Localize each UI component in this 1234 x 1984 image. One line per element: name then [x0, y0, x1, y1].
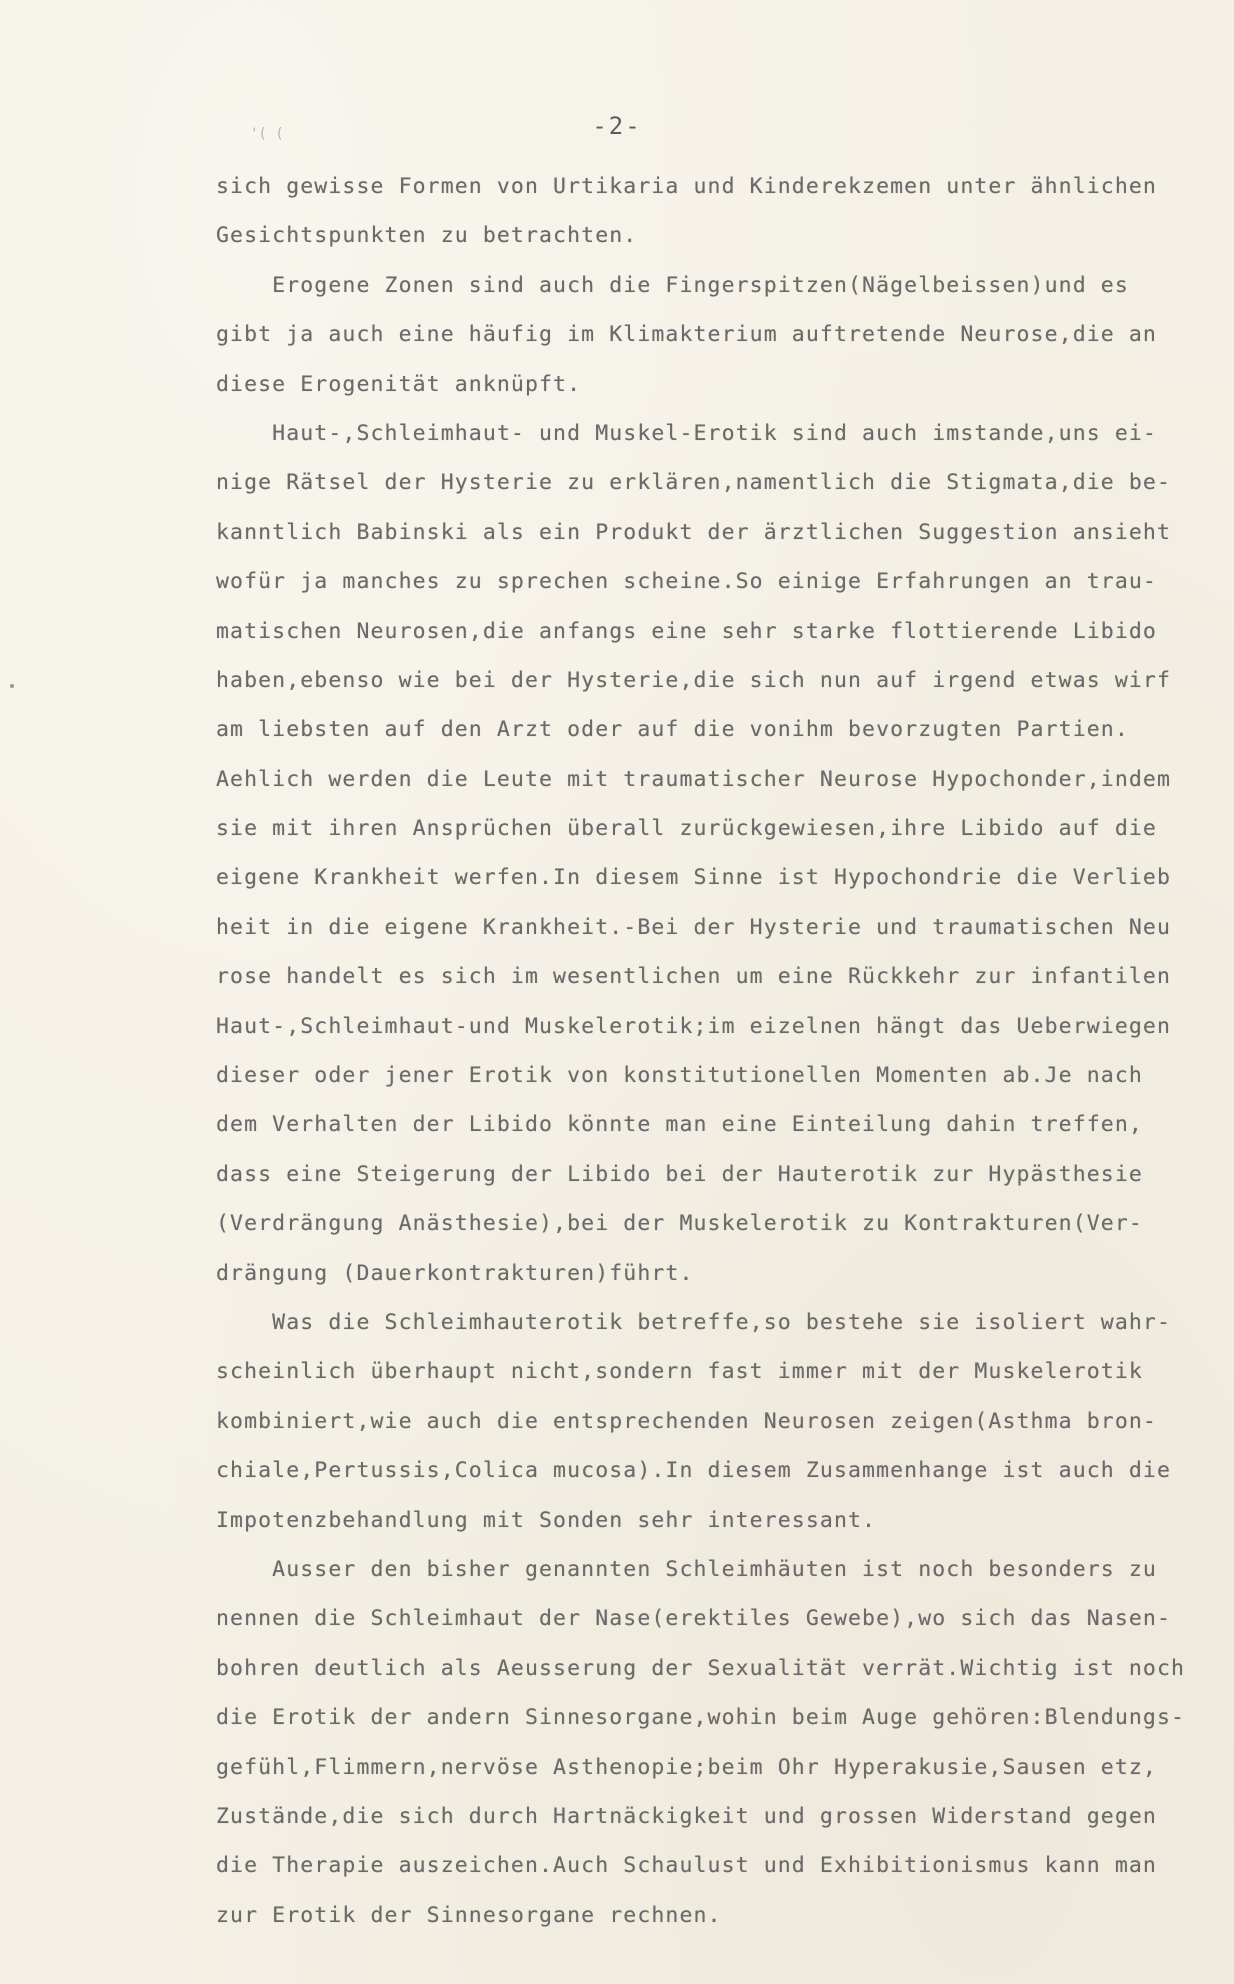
text-line: nige Rätsel der Hysterie zu erklären,namentlich die Stigmata,die be- [216, 470, 1171, 496]
corner-mark: '( ( [250, 126, 284, 142]
text-line: gefühl,Flimmern,nervöse Asthenopie;beim Ohr Hyperakusie,Sausen etz, [216, 1754, 1157, 1780]
text-line: kanntlich Babinski als ein Produkt der ärztlichen Suggestion ansieht [216, 519, 1171, 545]
text-line: Ausser den bisher genannten Schleimhäuten ist noch besonders zu [216, 1556, 1157, 1582]
text-line: wofür ja manches zu sprechen scheine.So einige Erfahrungen an trau- [216, 569, 1157, 595]
text-line: diese Erogenität anknüpft. [216, 371, 582, 397]
body-text [216, 162, 1232, 1940]
margin-dot [10, 684, 14, 688]
text-line: die Erotik der andern Sinnesorgane,wohin beim Auge gehören:Blendungs- [216, 1705, 1186, 1731]
text-line: am liebsten auf den Arzt oder auf die vonihm bevorzugten Partien. [216, 717, 1129, 743]
text-line: sich gewisse Formen von Urtikaria und Kinderekzemen unter ähnlichen [216, 174, 1157, 199]
page-number: -2- [592, 112, 642, 140]
text-line: Zustände,die sich durch Hartnäckigkeit und grossen Widerstand gegen [216, 1803, 1157, 1829]
text-line: heit in die eigene Krankheit.-Bei der Hysterie und traumatischen Neu [216, 914, 1171, 940]
text-line: rose handelt es sich im wesentlichen um eine Rückkehr zur infantilen [216, 964, 1171, 990]
text-line: (Verdrängung Anästhesie),bei der Muskelerotik zu Kontrakturen(Ver- [216, 1211, 1143, 1237]
text-line: bohren deutlich als Aeusserung der Sexualität verrät.Wichtig ist noch [216, 1655, 1186, 1681]
text-line: dem Verhalten der Libido könnte man eine Einteilung dahin treffen, [216, 1112, 1143, 1138]
text-line: kombiniert,wie auch die entsprechenden Neurosen zeigen(Asthma bron- [216, 1408, 1157, 1434]
text-line: Haut-,Schleimhaut- und Muskel-Erotik sind auch imstande,uns ei- [216, 420, 1157, 446]
text-line: dass eine Steigerung der Libido bei der Hauterotik zur Hypästhesie [216, 1161, 1143, 1187]
text-line: Aehlich werden die Leute mit traumatischer Neurose Hypochonder,indem [216, 766, 1171, 792]
text-line: haben,ebenso wie bei der Hysterie,die sich nun auf irgend etwas wirf [216, 667, 1171, 693]
text-line: Gesichtspunkten zu betrachten. [216, 223, 638, 249]
text-line: drängung (Dauerkontrakturen)führt. [216, 1260, 694, 1286]
text-line: matischen Neurosen,die anfangs eine sehr starke flottierende Libido [216, 618, 1157, 644]
text-line: zur Erotik der Sinnesorgane rechnen. [216, 1902, 722, 1928]
text-line: Erogene Zonen sind auch die Fingerspitzen(Nägelbeissen)und es [216, 272, 1129, 298]
text-line: chiale,Pertussis,Colica mucosa).In diesem Zusammenhange ist auch die [216, 1458, 1171, 1484]
text-line: sie mit ihren Ansprüchen überall zurückgewiesen,ihre Libido auf die [216, 816, 1157, 842]
text-line: Impotenzbehandlung mit Sonden sehr interessant. [216, 1507, 877, 1533]
text-line: nennen die Schleimhaut der Nase(erektiles Gewebe),wo sich das Nasen- [216, 1606, 1171, 1632]
text-line: scheinlich überhaupt nicht,sondern fast immer mit der Muskelerotik [216, 1359, 1143, 1385]
text-line: die Therapie auszeichen.Auch Schaulust und Exhibitionismus kann man [216, 1853, 1157, 1879]
text-line: eigene Krankheit werfen.In diesem Sinne ist Hypochondrie die Verlieb [216, 865, 1171, 891]
text-line: Haut-,Schleimhaut-und Muskelerotik;im eizelnen hängt das Ueberwiegen [216, 1013, 1171, 1039]
text-line: gibt ja auch eine häufig im Klimakterium auftretende Neurose,die an [216, 322, 1157, 348]
text-line: dieser oder jener Erotik von konstitutionellen Momenten ab.Je nach [216, 1063, 1143, 1089]
text-line: Was die Schleimhauterotik betreffe,so bestehe sie isoliert wahr- [216, 1309, 1171, 1335]
